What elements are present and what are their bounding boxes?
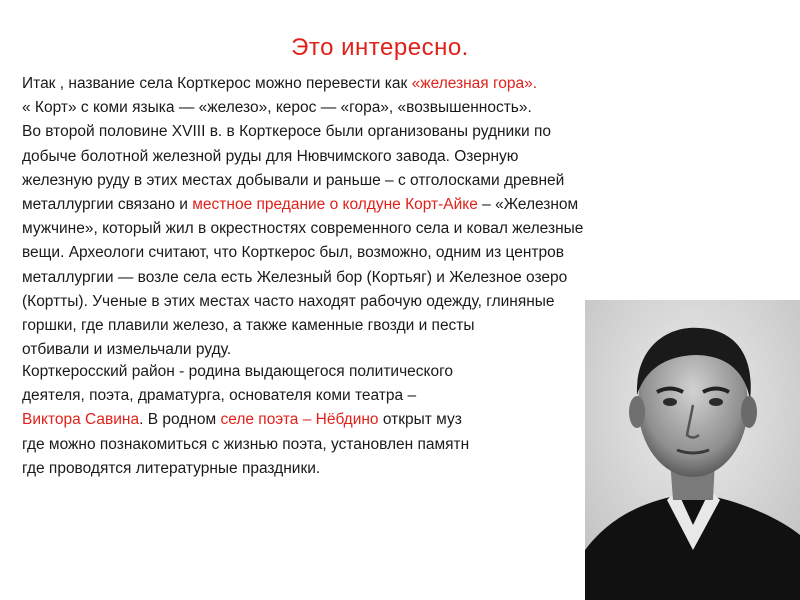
text-line: где проводятся литературные праздники.	[22, 459, 321, 477]
highlight-savin-name: Виктора Савина	[22, 411, 140, 429]
text-line	[22, 72, 782, 96]
text-line: мужчине», который жил в окрестностях современного села и ковал железные	[22, 220, 584, 238]
text-segment: . В родном	[139, 411, 221, 429]
highlight-legend: местное предание о колдуне Корт-Айке	[192, 196, 478, 214]
text-segment: металлургии связано и	[22, 196, 193, 214]
portrait-image	[585, 300, 800, 600]
highlight-iron-mountain: «железная гора».	[411, 75, 538, 92]
text-line: « Корт» с коми языка — «железо», керос — «гора», «возвышенность».	[22, 99, 532, 117]
text-segment: Итак , название села Корткерос можно перевести как	[22, 75, 412, 92]
text-line: горшки, где плавили железо, а также каменные гвозди и песты	[22, 317, 475, 335]
text-line: где можно познакомиться с жизнью поэта, установлен памятн	[22, 435, 470, 453]
text-line: Корткеросский район - родина выдающегося политического	[22, 363, 454, 380]
text-line: Во второй половине XVIII в. в Корткеросе были организованы рудники по	[22, 123, 551, 141]
text-line	[22, 193, 782, 217]
slide-title: Это интересно.	[291, 34, 469, 61]
text-line: вещи. Археологи считают, что Корткерос был, возможно, одним из центров	[22, 244, 564, 262]
text-segment: открыт муз	[378, 411, 462, 429]
text-line: отбивали и измельчали руду.	[22, 341, 232, 359]
text-line: металлургии — возле села есть Железный бор (Кортьяг) и Железное озеро	[22, 268, 568, 286]
text-line: железную руду в этих местах добывали и раньше – с отголосками древней	[22, 171, 565, 189]
highlight-village: селе поэта – Нёбдино	[220, 411, 379, 429]
portrait-photo	[585, 300, 800, 600]
text-line: деятеля, поэта, драматурга, основателя коми театра –	[22, 387, 417, 405]
text-line: (Кортты). Ученые в этих местах часто находят рабочую одежду, глиняные	[22, 292, 555, 310]
text-line: добыче болотной железной руды для Нювчимского завода. Озерную	[22, 147, 519, 165]
text-segment: – «Железном	[477, 196, 579, 214]
